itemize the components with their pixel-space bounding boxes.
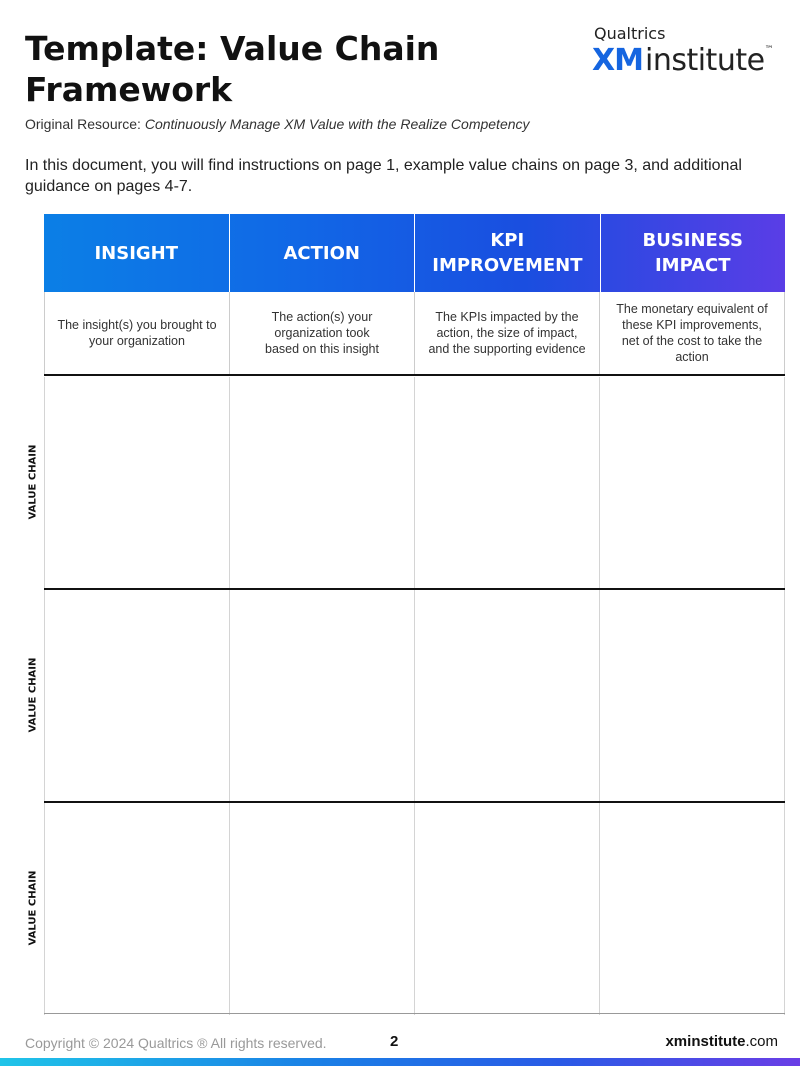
logo-institute-text: institute: [644, 43, 765, 78]
page-title-line-2: Framework: [25, 70, 233, 109]
description-action: [230, 292, 415, 374]
page-number: 2: [390, 1033, 399, 1050]
header-action: ACTION: [230, 214, 416, 292]
logo-wordmark: [592, 43, 774, 78]
value-chain-row-1: [44, 377, 785, 589]
value-chain-1-kpi-cell[interactable]: [415, 377, 600, 589]
page-title-line-1: Template: Value Chain: [25, 29, 440, 68]
description-action-text: The action(s) your organization took based on this insight: [265, 310, 379, 356]
row-label-value-chain-1: [23, 422, 43, 542]
description-insight: The insight(s) you brought to your organization: [44, 292, 230, 374]
table-header-row: [44, 214, 785, 292]
footer-site-link[interactable]: [665, 1033, 778, 1050]
row-label-text: VALUE CHAIN: [27, 444, 39, 520]
value-chain-2-kpi-cell[interactable]: [415, 590, 600, 802]
table-bottom-border: [44, 1013, 785, 1014]
value-chain-2-impact-cell[interactable]: [600, 590, 785, 802]
xm-institute-logo: [592, 24, 782, 80]
value-chain-3-impact-cell[interactable]: [600, 803, 785, 1015]
value-chain-table: [44, 214, 785, 1014]
logo-qualtrics-text: Qualtrics: [594, 24, 666, 43]
value-chain-2-insight-cell[interactable]: [44, 590, 230, 802]
value-chain-1-insight-cell[interactable]: [44, 377, 230, 589]
header-kpi-improvement: [415, 214, 601, 292]
footer-copyright: Copyright © 2024 Qualtrics ® All rights reserved.: [25, 1035, 327, 1051]
page-title: [25, 28, 505, 110]
row-label-value-chain-3: [23, 848, 43, 968]
intro-paragraph: In this document, you will find instructions on page 1, example value chains on page 3, and additional guidance on pages 4-7.: [25, 157, 742, 195]
value-chain-row-3: [44, 803, 785, 1015]
header-business-impact: [601, 214, 786, 292]
site-domain: .com: [745, 1033, 778, 1050]
logo-trademark: ™: [764, 45, 774, 55]
value-chain-3-insight-cell[interactable]: [44, 803, 230, 1015]
resource-prefix: Original Resource:: [25, 116, 145, 132]
table-description-row: [44, 292, 785, 376]
bottom-gradient-bar: [0, 1058, 800, 1066]
header-insight: INSIGHT: [44, 214, 230, 292]
resource-title: Continuously Manage XM Value with the Realize Competency: [144, 116, 530, 132]
header-business-impact-text: BUSINESS IMPACT: [642, 230, 743, 276]
description-kpi-improvement: The KPIs impacted by the action, the size of impact, and the supporting evidence: [415, 292, 600, 374]
value-chain-1-impact-cell[interactable]: [600, 377, 785, 589]
logo-xm-text: XM: [592, 43, 643, 78]
value-chain-1-action-cell[interactable]: [230, 377, 415, 589]
value-chain-3-kpi-cell[interactable]: [415, 803, 600, 1015]
header-kpi-improvement-text: KPI IMPROVEMENT: [432, 230, 583, 276]
description-business-impact: The monetary equivalent of these KPI improvements, net of the cost to take the action: [600, 292, 785, 374]
original-resource-line: [25, 116, 530, 132]
value-chain-3-action-cell[interactable]: [230, 803, 415, 1015]
row-label-value-chain-2: [23, 635, 43, 755]
site-name-bold: xminstitute: [665, 1033, 746, 1050]
value-chain-2-action-cell[interactable]: [230, 590, 415, 802]
row-label-text: VALUE CHAIN: [27, 657, 39, 733]
row-label-text: VALUE CHAIN: [27, 870, 39, 946]
value-chain-row-2: [44, 590, 785, 802]
